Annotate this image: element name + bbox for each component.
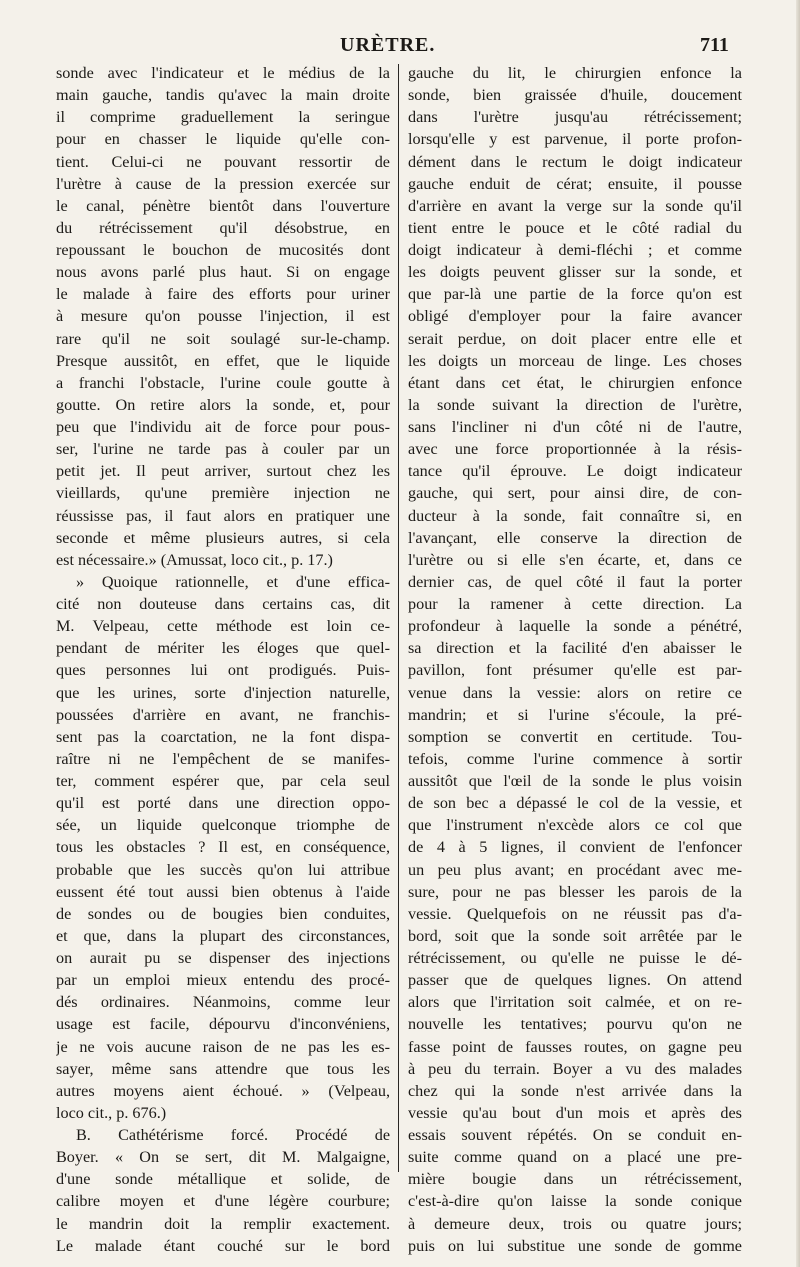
text-line: que par-là une partie de la force qu'on est [408,285,742,304]
text-line: M. Velpeau, cette méthode est loin ce- [56,617,390,636]
running-head [0,34,800,58]
text-line: bord, soit que la sonde soit arrêtée par le [408,926,742,945]
text-line: dans l'urètre jusqu'au rétrécissement; [408,108,742,127]
text-line: sonde, bien graissée d'huile, doucement [408,86,742,105]
text-line: main gauche, tandis qu'avec la main droite [56,86,390,105]
text-line: est nécessaire.» (Amussat, loco cit., p. 17.) [56,550,333,569]
running-title: URÈTRE. [340,34,436,56]
text-line: je ne vois aucune raison de ne pas les es- [56,1037,390,1056]
right-text-column [408,62,742,1257]
text-line: essais souvent répétés. On se conduit en- [408,1126,742,1144]
text-line: vessie. Quelquefois on ne réussit pas d'a- [408,904,742,923]
text-line: suite comme quand on a placé une pre- [408,1148,742,1167]
text-line: ter, comment espérer que, par cela seul [56,772,390,790]
text-line: Presque aussitôt, en effet, que le liquide [56,351,390,370]
text-line: sent pas la coarctation, ne la font dispa- [56,727,390,746]
text-line: mandrin; et si l'urine s'écoule, la pré- [408,705,742,724]
text-line: puis on lui substitue une sonde de gomme [408,1236,742,1255]
text-line: à demeure deux, trois ou quatre jours; [408,1214,742,1233]
text-line: tance qu'il éprouve. Le doigt indicateur [408,462,742,481]
text-line: eussent été tout aussi bien obtenus à l'aide [56,882,390,901]
text-line: profondeur à laquelle la sonde a pénétré, [408,617,742,636]
text-line: le malade à faire des efforts pour uriner [56,285,390,304]
text-line: aussitôt que l'œil de la sonde le plus voisin [408,772,742,790]
text-line: les doigts peuvent glisser sur la sonde, et [408,263,742,282]
text-line: Le malade étant couché sur le bord [56,1236,390,1255]
text-line: cité non douteuse dans certains cas, dit [56,595,390,613]
text-line: dément dans le rectum le doigt indicateur [408,152,742,171]
text-line: et que, dans la plupart des circonstances, [56,926,390,945]
text-line: serait perdue, on doit placer entre elle et [408,329,742,348]
page-number: 711 [700,34,729,56]
text-line: sonde avec l'indicateur et le médius de la [56,64,390,82]
text-line: la sonde suivant la direction de l'urètre, [408,395,742,414]
text-line: vessie qu'au bout d'un mois et après des [408,1103,742,1122]
text-line: nouvelle les tentatives; pourvu qu'on ne [408,1015,742,1034]
text-line: d'une sonde métallique et solide, de [56,1170,390,1189]
left-text-column [56,62,390,1257]
text-line: somption se convertit en certitude. Tou- [408,727,742,746]
text-line: tient entre le pouce et le côté radial du [408,218,742,237]
text-line: autres moyens aient échoué. » (Velpeau, [56,1081,390,1100]
text-line: dés ordinaires. Néanmoins, comme leur [56,993,390,1012]
text-line: repoussant le bouchon de mucosités dont [56,241,390,259]
text-line: gauche du lit, le chirurgien enfonce la [408,64,742,82]
text-line: le canal, pénètre bientôt dans l'ouverture [56,196,390,215]
text-line: passer que de quelques lignes. On attend [408,971,742,990]
text-line: sayer, même sans attendre que tous les [56,1059,390,1078]
text-line: les doigts un morceau de linge. Les choses [408,351,742,370]
text-line: du rétrécissement qu'il désobstrue, en [56,218,390,237]
text-line: vieillards, qu'une première injection ne [56,484,390,503]
text-line: seconde et même plusieurs autres, si cela [56,528,390,547]
text-line: pendant de mériter les éloges que quel- [56,639,390,658]
text-line: réussisse pas, il faut alors en pratiquer une [56,506,390,525]
text-line: c'est-à-dire qu'on laisse la sonde conique [408,1192,742,1211]
text-line: lorsqu'elle y est parvenue, il porte profon- [408,130,742,149]
text-line: loco cit., p. 676.) [56,1103,167,1122]
text-line: on aurait pu se dispenser des injections [56,949,390,967]
text-line: pavillon, font présumer qu'elle est par- [408,661,742,680]
text-line: tous les obstacles ? Il est, en conséquence, [56,838,390,857]
text-line: il comprime graduellement la seringue [56,108,390,127]
text-line: poussées d'arrière en avant, ne franchis- [56,705,390,724]
text-line: B. Cathétérisme forcé. Procédé de [76,1126,390,1144]
text-line: l'urètre ou si elle s'en écarte, et, dans ce [408,550,742,569]
text-line: tefois, comme l'urine commence à sortir [408,749,742,768]
text-line: sans l'incliner ni d'un côté ni de l'autre, [408,418,742,436]
text-line: étant dans cet état, le chirurgien enfonce [408,373,742,392]
text-line: mière bougie dans un rétrécissement, [408,1170,742,1189]
text-line: usage est facile, dépourvu d'inconvéniens, [56,1015,390,1034]
text-line: fasse point de fausses routes, on gagne peu [408,1037,742,1056]
text-line: d'arrière en avant la verge sur la sonde qu'il [408,196,742,215]
text-line: obligé d'employer pour la faire avancer [408,307,742,326]
text-line: à mesure qu'on pousse l'injection, il est [56,307,390,326]
text-line: calibre moyen et d'une légère courbure; [56,1192,390,1211]
text-line: gauche, qui sert, pour ainsi dire, de con- [408,484,742,503]
text-line: ducteur à la sonde, fait connaître si, en [408,506,742,525]
text-line: chez qui la sonde n'est arrivée dans la [408,1081,742,1100]
page-edge-shadow [796,0,800,1267]
text-line: probable que les succès qu'on lui attribue [56,860,390,879]
text-line: de sondes ou de bougies bien conduites, [56,904,390,923]
column-divider [398,64,399,1172]
text-line: doigt indicateur à demi-fléchi ; et comme [408,241,742,259]
text-line: Boyer. « On se sert, dit M. Malgaigne, [56,1148,390,1167]
text-line: » Quoique rationnelle, et d'une effica- [76,572,390,591]
text-line: a franchi l'obstacle, l'urine coule goutte à [56,373,390,392]
text-line: à peu du terrain. Boyer a vu des malades [408,1059,742,1078]
text-line: par un emploi mieux entendu des procé- [56,971,390,990]
text-line: rétrécissement, ou qu'elle ne puisse le dé- [408,949,742,967]
text-line: sure, pour ne pas blesser les parois de la [408,882,742,901]
text-line: petit jet. Il peut arriver, surtout chez les [56,462,390,481]
text-line: de son bec a dépassé le col de la vessie, et [408,794,742,813]
text-line: gauche enduit de cérat; ensuite, il pousse [408,174,742,193]
text-line: de 4 à 5 lignes, il convient de l'enfoncer [408,838,742,857]
text-line: sée, un liquide quelconque triomphe de [56,816,390,835]
text-line: un peu plus avant; en procédant avec me- [408,860,742,879]
text-line: avec une force proportionnée à la résis- [408,440,742,459]
text-line: goutte. On retire alors la sonde, et, pour [56,395,390,414]
text-line: que les urines, sorte d'injection naturelle, [56,683,390,702]
text-line: dernier cas, de quel côté il faut la porter [408,572,742,591]
text-line: ques personnes lui ont prodigués. Puis- [56,661,390,680]
text-line: pour en chasser le liquide qu'elle con- [56,130,390,149]
text-line: l'avançant, elle conserve la direction de [408,528,742,547]
text-line: l'urètre à cause de la pression exercée sur [56,174,390,193]
text-line: le mandrin doit la remplir exactement. [56,1214,390,1233]
text-line: nous avons parlé plus haut. Si on engage [56,263,390,282]
text-line: ser, l'urine ne tarde pas à couler par un [56,440,390,459]
text-line: que l'instrument n'excède alors ce col que [408,816,742,835]
text-line: venue dans la vessie: alors on retire ce [408,683,742,702]
text-line: tient. Celui-ci ne pouvant ressortir de [56,152,390,171]
text-line: pour la ramener à cette direction. La [408,595,742,613]
text-line: sa direction et la facilité d'en abaisser le [408,639,742,658]
text-line: rare qu'il ne soit soulagé sur-le-champ. [56,329,390,348]
text-line: raître ni ne l'empêchent de se manifes- [56,749,390,768]
text-line: peu que l'individu ait de force pour pous- [56,418,390,436]
text-line: qu'il est porté dans une direction oppo- [56,794,390,813]
text-line: alors que l'irritation soit calmée, et on re- [408,993,742,1012]
